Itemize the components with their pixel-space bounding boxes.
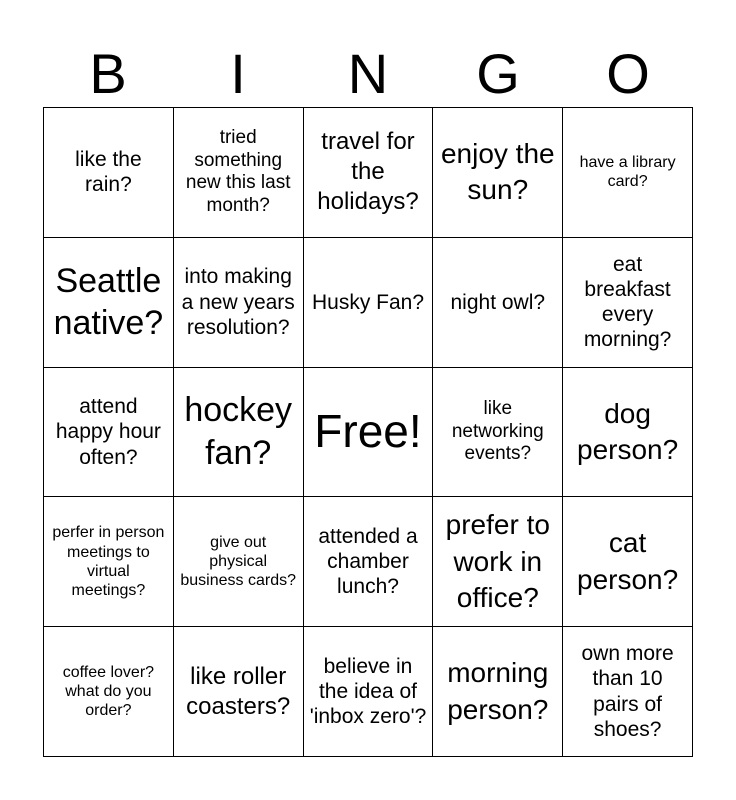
cell-text: Seattle native? xyxy=(53,261,164,343)
cell-text: enjoy the sun? xyxy=(440,138,555,206)
header-letter-i: I xyxy=(230,42,246,105)
cell-text: into making a new years resolution? xyxy=(181,265,295,339)
bingo-cell-free[interactable] xyxy=(304,368,434,498)
bingo-cell-r2-c2[interactable] xyxy=(174,238,304,368)
bingo-cell-r1-c3[interactable] xyxy=(304,108,434,238)
bingo-cell-r2-c1[interactable] xyxy=(44,238,174,368)
bingo-cell-r3-c1[interactable] xyxy=(44,368,174,498)
cell-text: have a library card? xyxy=(579,154,676,191)
bingo-cell-r1-c2[interactable] xyxy=(174,108,304,238)
cell-text: morning person? xyxy=(447,657,549,725)
cell-text: night owl? xyxy=(450,290,546,314)
bingo-cell-r5-c5[interactable] xyxy=(563,627,693,757)
cell-text: like roller coasters? xyxy=(186,662,291,720)
bingo-cell-r4-c2[interactable] xyxy=(174,497,304,627)
cell-text: cat person? xyxy=(577,527,679,595)
bingo-cell-r5-c4[interactable] xyxy=(433,627,563,757)
cell-text: attended a chamber lunch? xyxy=(318,525,418,599)
bingo-grid xyxy=(43,107,693,757)
header-letter-o: O xyxy=(606,42,650,105)
bingo-cell-r1-c5[interactable] xyxy=(563,108,693,238)
cell-text: Free! xyxy=(314,405,422,458)
bingo-cell-r4-c5[interactable] xyxy=(563,497,693,627)
header-letter-g: G xyxy=(476,42,520,105)
bingo-cell-r2-c5[interactable] xyxy=(563,238,693,368)
cell-text: travel for the holidays? xyxy=(317,128,419,216)
bingo-cell-r4-c4[interactable] xyxy=(433,497,563,627)
bingo-cell-r3-c5[interactable] xyxy=(563,368,693,498)
cell-text: like networking events? xyxy=(451,397,544,465)
cell-text: hockey fan? xyxy=(184,391,293,472)
header-letter-b: B xyxy=(89,42,127,105)
bingo-cell-r2-c4[interactable] xyxy=(433,238,563,368)
bingo-cell-r2-c3[interactable] xyxy=(304,238,434,368)
cell-text: Husky Fan? xyxy=(311,290,425,314)
cell-text: prefer to work in office? xyxy=(445,509,550,613)
bingo-cell-r3-c2[interactable] xyxy=(174,368,304,498)
bingo-cell-r5-c3[interactable] xyxy=(304,627,434,757)
cell-text: give out physical business cards? xyxy=(180,534,296,590)
bingo-cell-r1-c4[interactable] xyxy=(433,108,563,238)
bingo-cell-r4-c1[interactable] xyxy=(44,497,174,627)
cell-text: coffee lover? what do you order? xyxy=(62,663,155,720)
cell-text: perfer in person meetings to virtual meetings? xyxy=(52,524,165,599)
bingo-cell-r5-c2[interactable] xyxy=(174,627,304,757)
cell-text: attend happy hour often? xyxy=(55,395,161,469)
bingo-cell-r1-c1[interactable] xyxy=(44,108,174,238)
cell-text: eat breakfast every morning? xyxy=(583,252,672,352)
cell-text: own more than 10 pairs of shoes? xyxy=(581,642,674,741)
cell-text: tried something new this last month? xyxy=(185,126,291,217)
bingo-cell-r3-c4[interactable] xyxy=(433,368,563,498)
cell-text: like the rain? xyxy=(75,148,142,197)
bingo-cell-r5-c1[interactable] xyxy=(44,627,174,757)
header-letter-n: N xyxy=(347,42,389,105)
cell-text: dog person? xyxy=(577,397,679,465)
cell-text: believe in the idea of 'inbox zero'? xyxy=(309,654,427,729)
bingo-cell-r4-c3[interactable] xyxy=(304,497,434,627)
bingo-header xyxy=(43,40,693,108)
